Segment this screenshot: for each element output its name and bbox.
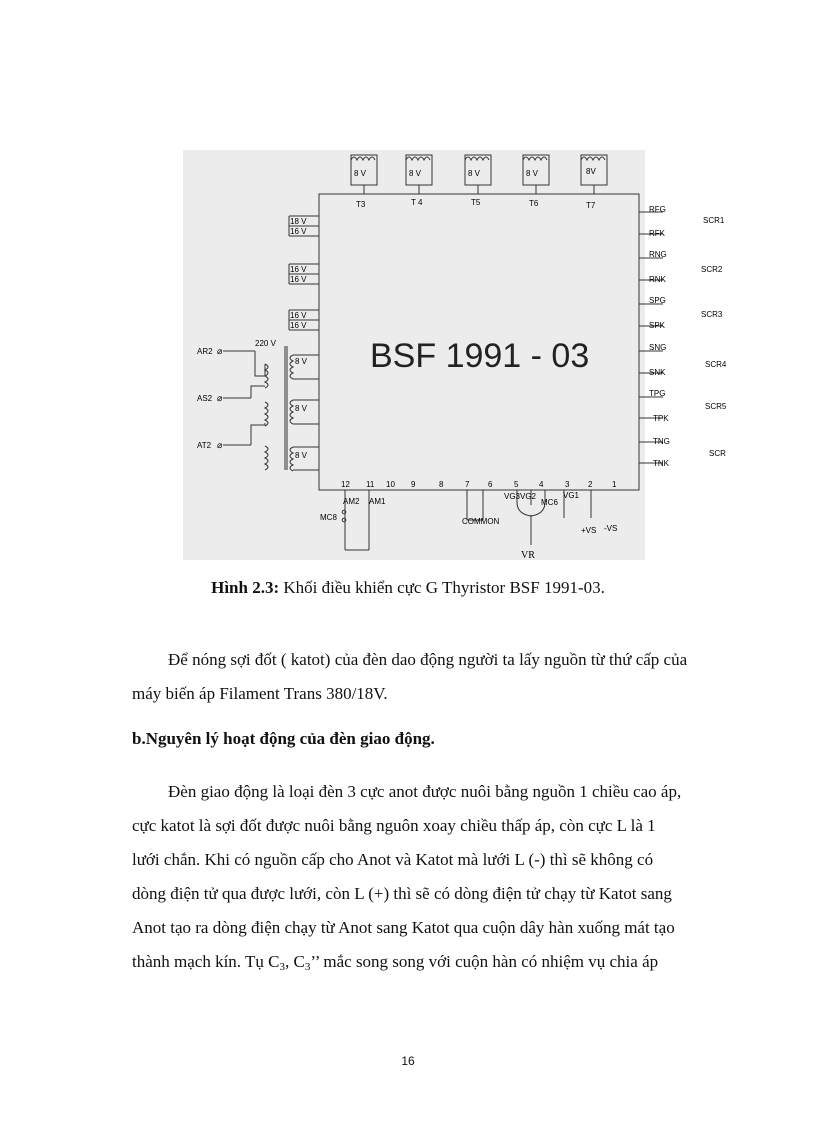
terminal-symbol: ⌀ [217, 393, 223, 403]
scr-label: SCR5 [705, 402, 727, 411]
pin-number: 5 [514, 480, 519, 489]
text-line: cực katot là sợi đốt được nuôi bằng nguôn xoay chiều thấp áp, còn cực L là 1 [132, 816, 656, 835]
caption-text: Khối điều khiển cực G Thyristor BSF 1991-03. [279, 578, 605, 597]
text-line: Để nóng sợi đốt ( katot) của đèn dao động người ta lấy nguồn từ thứ cấp của [168, 650, 688, 669]
pin-number: 11 [366, 480, 375, 489]
supply-label: 16 V [290, 275, 307, 284]
vr-label: VR [521, 550, 535, 561]
scr-label: SCR4 [705, 360, 727, 369]
pin-number: 4 [539, 480, 544, 489]
supply-label: 16 V [290, 321, 307, 330]
mc6-label: MC6 [541, 498, 558, 507]
scr-label: SCR2 [701, 265, 723, 274]
right-pin-label: RFK [649, 229, 665, 238]
pin-number: 2 [588, 480, 593, 489]
top-transformer-voltage: 8 V [409, 169, 422, 178]
scr-label: SCR3 [701, 310, 723, 319]
right-pin-label: SPG [649, 296, 666, 305]
supply-label: 16 V [290, 311, 307, 320]
vg2-label: VG2 [520, 492, 537, 501]
am1-label: AM1 [369, 497, 386, 506]
top-transformer-label: T6 [529, 199, 539, 208]
top-transformer-label: T5 [471, 198, 481, 207]
text-line: thành mạch kín. Tụ $C_3$, $C_3$’’ mắc song song với cuộn hàn có nhiệm vụ chia áp [132, 952, 659, 973]
top-transformer-label: T7 [586, 201, 596, 210]
plus-vs-label: +VS [581, 526, 597, 535]
right-pin-label: TNK [653, 459, 669, 468]
minus-vs-label: -VS [604, 524, 618, 533]
phase-input-label: AT2 [197, 441, 212, 450]
common-label: COMMON [462, 517, 500, 526]
text-line: lưới chắn. Khi có nguồn cấp cho Anot và Katot mà lưới L (-) thì sẽ không có [132, 850, 654, 869]
supply-label: 16 V [290, 227, 307, 236]
text-line: Đèn giao động là loại đèn 3 cực anot được nuôi bằng nguồn 1 chiều cao áp, [168, 782, 682, 801]
pin-number: 1 [612, 480, 617, 489]
supply-label: 18 V [290, 217, 307, 226]
scr-label: SCR1 [703, 216, 725, 225]
secondary-voltage-label: 8 V [295, 404, 308, 413]
chip-title: BSF 1991 - 03 [370, 337, 590, 375]
terminal-symbol: ⌀ [217, 346, 223, 356]
right-pin-label: RNK [649, 275, 666, 284]
right-pin-label: SPK [649, 321, 666, 330]
am2-label: AM2 [343, 497, 360, 506]
mc8-label: MC8 [320, 513, 337, 522]
circuit-figure [183, 150, 727, 561]
paragraph-operation [132, 775, 688, 979]
secondary-voltage-label: 8 V [295, 357, 308, 366]
phase-input-label: AS2 [197, 394, 213, 403]
caption-label: Hình 2.3: [211, 578, 280, 597]
supply-label: 16 V [290, 265, 307, 274]
pin-number: 9 [411, 480, 416, 489]
text-line: Anot tạo ra dòng điện chạy từ Anot sang Katot qua cuộn dây hàn xuống mát tạo [132, 918, 675, 937]
text-line: dòng điện tử qua được lưới, còn L (+) thì sẽ có dòng điện tử chạy từ Katot sang [132, 884, 672, 903]
primary-voltage-label: 220 V [255, 339, 276, 348]
circuit-diagram [183, 150, 727, 561]
right-pin-label: RFG [649, 205, 666, 214]
top-transformer-voltage: 8 V [468, 169, 481, 178]
top-transformer-voltage: 8V [586, 167, 596, 176]
right-pin-label: TPK [653, 414, 669, 423]
figure-caption [0, 578, 816, 598]
paragraph-filament [132, 643, 688, 711]
pin-number: 6 [488, 480, 493, 489]
right-pin-label: SNK [649, 368, 666, 377]
top-transformer-voltage: 8 V [526, 169, 539, 178]
text-line: máy biến áp Filament Trans 380/18V. [132, 684, 388, 703]
top-transformer-label: T 4 [411, 198, 423, 207]
vg3-label: VG3 [504, 492, 521, 501]
secondary-voltage-label: 8 V [295, 451, 308, 460]
pin-number: 12 [341, 480, 350, 489]
section-heading: b.Nguyên lý hoạt động của đèn giao động. [132, 729, 435, 748]
top-transformer-voltage: 8 V [354, 169, 367, 178]
scr-label: SCR [709, 449, 726, 458]
right-pin-label: TNG [653, 437, 670, 446]
terminal-symbol: ⌀ [217, 440, 223, 450]
page-number: 16 [401, 1054, 415, 1068]
top-transformer-label: T3 [356, 200, 366, 209]
right-pin-label: RNG [649, 250, 667, 259]
phase-input-label: AR2 [197, 347, 213, 356]
pin-number: 10 [386, 480, 395, 489]
pin-number: 3 [565, 480, 570, 489]
pin-number: 7 [465, 480, 470, 489]
right-pin-label: SNG [649, 343, 667, 352]
vg1-label: VG1 [563, 491, 580, 500]
pin-number: 8 [439, 480, 444, 489]
right-pin-label: TPG [649, 389, 666, 398]
